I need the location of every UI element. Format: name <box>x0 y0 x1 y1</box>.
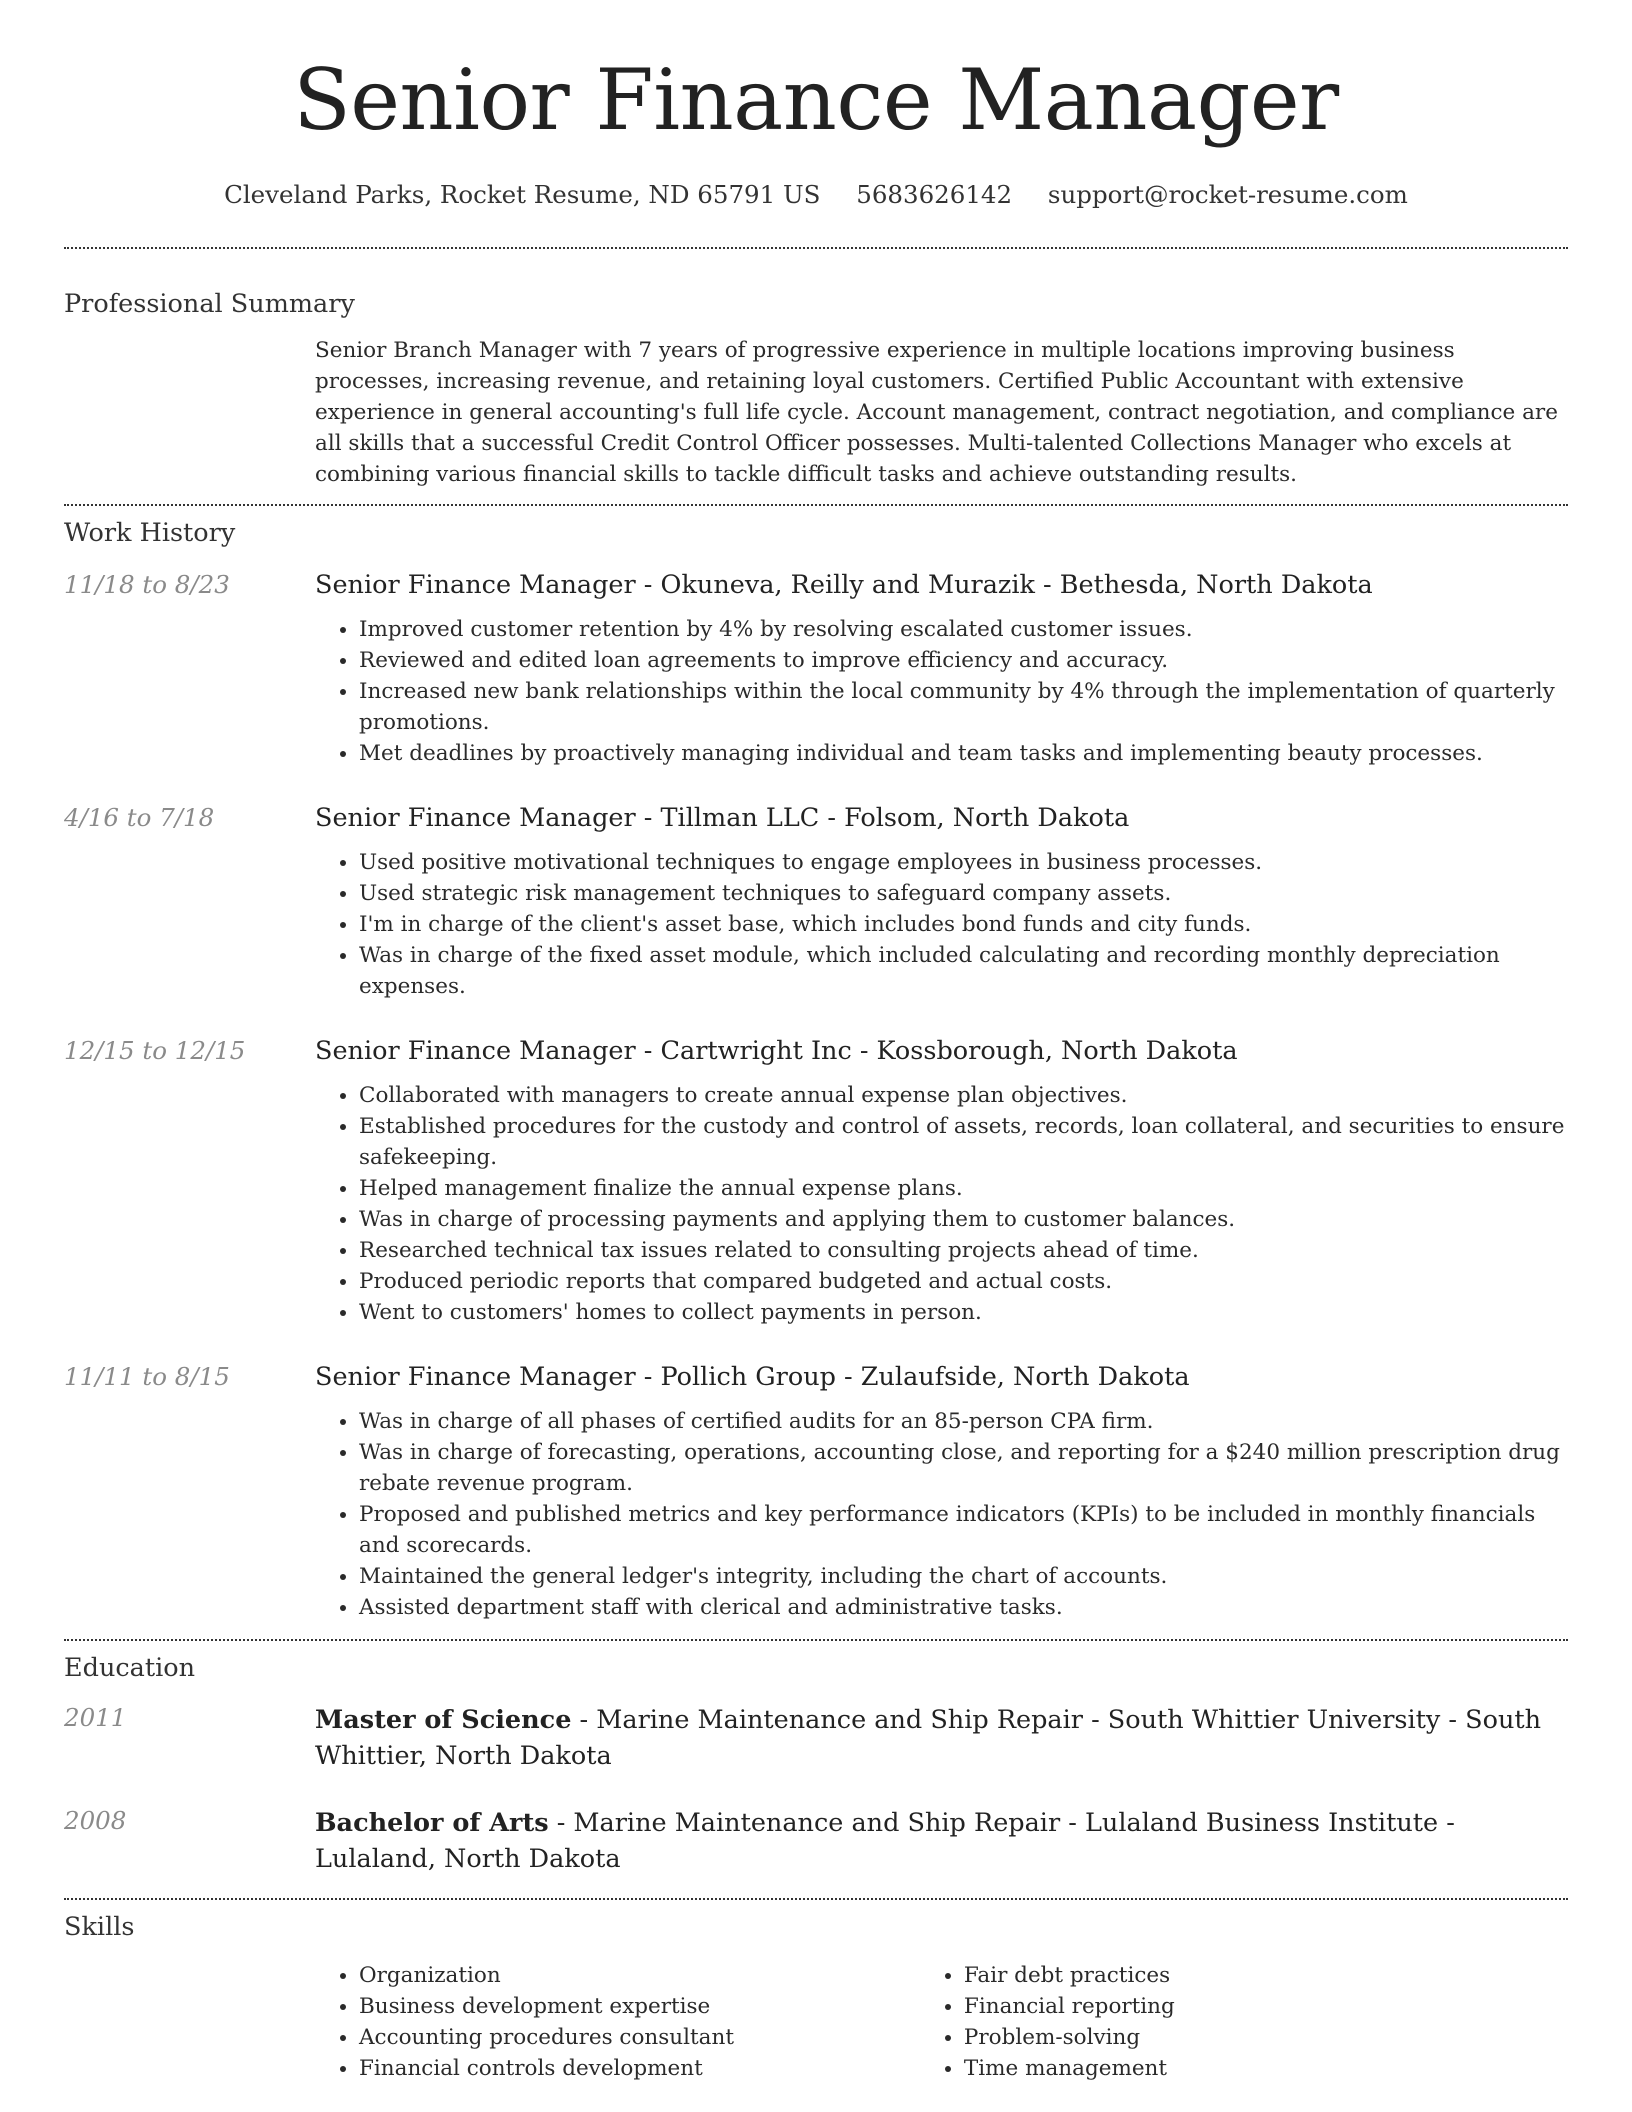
job-dates: 12/15 to 12/15 <box>64 1036 246 1065</box>
resume-name: Senior Finance Manager <box>293 51 1339 149</box>
job-bullet: • Was in charge of forecasting, operations, accounting close, and reporting for a $240 million prescription drug rebate revenue program. <box>359 1437 1568 1499</box>
job-heading: Senior Finance Manager - Pollich Group - Zulaufside, North Dakota <box>315 1362 1190 1392</box>
section-title-work: Work History <box>64 518 236 548</box>
job-bullets <box>315 614 1568 769</box>
job-bullets <box>315 847 1568 1002</box>
education-entry <box>64 1703 1568 1774</box>
skills-block <box>64 1960 1568 2084</box>
job-bullets <box>315 1406 1568 1623</box>
skill-item: • Financial controls development <box>359 2053 920 2084</box>
job-bullet: • Was in charge of all phases of certified audits for an 85-person CPA firm. <box>359 1406 1568 1437</box>
summary-block <box>64 335 1568 490</box>
skill-item: • Time management <box>964 2053 1568 2084</box>
job-dates: 4/16 to 7/18 <box>64 803 215 832</box>
contact-phone: 5683626142 <box>856 180 1013 209</box>
job-bullet: • I'm in charge of the client's asset base, which includes bond funds and city funds. <box>359 909 1568 940</box>
section-title-education: Education <box>64 1653 196 1683</box>
contact-address: Cleveland Parks, Rocket Resume, ND 65791 US <box>224 180 821 209</box>
job-bullet: • Increased new bank relationships within the local community by 4% through the implementation of quarterly promotions. <box>359 676 1568 738</box>
section-divider <box>64 1639 1568 1641</box>
education-year: 2008 <box>64 1806 127 1836</box>
job-heading: Senior Finance Manager - Tillman LLC - Folsom, North Dakota <box>315 803 1130 833</box>
section-divider <box>64 504 1568 506</box>
job-bullet: • Went to customers' homes to collect payments in person. <box>359 1297 1568 1328</box>
contact-line <box>64 180 1568 209</box>
section-title-summary: Professional Summary <box>64 289 355 319</box>
section-divider <box>64 1898 1568 1900</box>
skill-item: • Financial reporting <box>964 1991 1568 2022</box>
education-entry <box>64 1806 1568 1877</box>
job-bullet: • Reviewed and edited loan agreements to improve efficiency and accuracy. <box>359 645 1568 676</box>
job-entry <box>64 1362 1568 1623</box>
skills-list-left <box>315 1960 920 2084</box>
skill-item: • Organization <box>359 1960 920 1991</box>
education-year: 2011 <box>64 1703 127 1732</box>
job-bullet: • Researched technical tax issues related to consulting projects ahead of time. <box>359 1235 1568 1266</box>
job-bullets <box>315 1080 1568 1328</box>
education-heading <box>315 1703 1568 1774</box>
skill-item: • Fair debt practices <box>964 1960 1568 1991</box>
job-bullet: • Improved customer retention by 4% by resolving escalated customer issues. <box>359 614 1568 645</box>
job-dates: 11/11 to 8/15 <box>64 1362 230 1391</box>
skills-list-right <box>920 1960 1568 2084</box>
section-title-skills: Skills <box>64 1911 135 1942</box>
education-details: - Marine Maintenance and Ship Repair - Lulaland Business Institute - Lulaland, North Dakota <box>315 1808 1455 1875</box>
job-bullet: • Was in charge of processing payments and applying them to customer balances. <box>359 1204 1568 1235</box>
contact-email: support@rocket-resume.com <box>1047 180 1408 209</box>
summary-text: Senior Branch Manager with 7 years of progressive experience in multiple locations improving business processes, increasing revenue, and retaining loyal customers. Certified Public Accountant with extensive experience in general accounting's full life cycle. Account management, contract negotiation, and compliance are all skills that a successful Credit Control Officer possesses. Multi-talented Collections Manager who excels at combining various financial skills to tackle difficult tasks and achieve outstanding results. <box>315 338 1558 487</box>
education-details: - Marine Maintenance and Ship Repair - South Whittier University - South Whittier, North Dakota <box>315 1705 1542 1771</box>
skill-item: • Accounting procedures consultant <box>359 2022 920 2053</box>
job-bullet: • Maintained the general ledger's integrity, including the chart of accounts. <box>359 1561 1568 1592</box>
education-heading <box>315 1806 1568 1877</box>
section-divider <box>64 247 1568 249</box>
job-bullet: • Assisted department staff with clerical and administrative tasks. <box>359 1592 1568 1623</box>
job-bullet: • Was in charge of the fixed asset module, which included calculating and recording monthly depreciation expenses. <box>359 940 1568 1002</box>
job-bullet: • Collaborated with managers to create annual expense plan objectives. <box>359 1080 1568 1111</box>
degree-name: Bachelor of Arts <box>315 1808 549 1839</box>
job-dates: 11/18 to 8/23 <box>64 570 230 599</box>
skill-item: • Problem-solving <box>964 2022 1568 2053</box>
job-bullet: • Met deadlines by proactively managing individual and team tasks and implementing beauty processes. <box>359 738 1568 769</box>
skill-item: • Business development expertise <box>359 1991 920 2022</box>
job-heading: Senior Finance Manager - Okuneva, Reilly and Murazik - Bethesda, North Dakota <box>315 570 1373 600</box>
job-entry <box>64 570 1568 769</box>
job-entry <box>64 1036 1568 1328</box>
degree-name: Master of Science <box>315 1705 572 1735</box>
job-bullet: • Used strategic risk management techniques to safeguard company assets. <box>359 878 1568 909</box>
job-bullet: • Used positive motivational techniques to engage employees in business processes. <box>359 847 1568 878</box>
job-bullet: • Proposed and published metrics and key performance indicators (KPIs) to be included in monthly financials and scorecards. <box>359 1499 1568 1561</box>
job-bullet: • Established procedures for the custody and control of assets, records, loan collateral, and securities to ensure safekeeping. <box>359 1111 1568 1173</box>
job-entry <box>64 803 1568 1002</box>
job-bullet: • Produced periodic reports that compared budgeted and actual costs. <box>359 1266 1568 1297</box>
job-bullet: • Helped management finalize the annual expense plans. <box>359 1173 1568 1204</box>
job-heading: Senior Finance Manager - Cartwright Inc - Kossborough, North Dakota <box>315 1036 1238 1066</box>
